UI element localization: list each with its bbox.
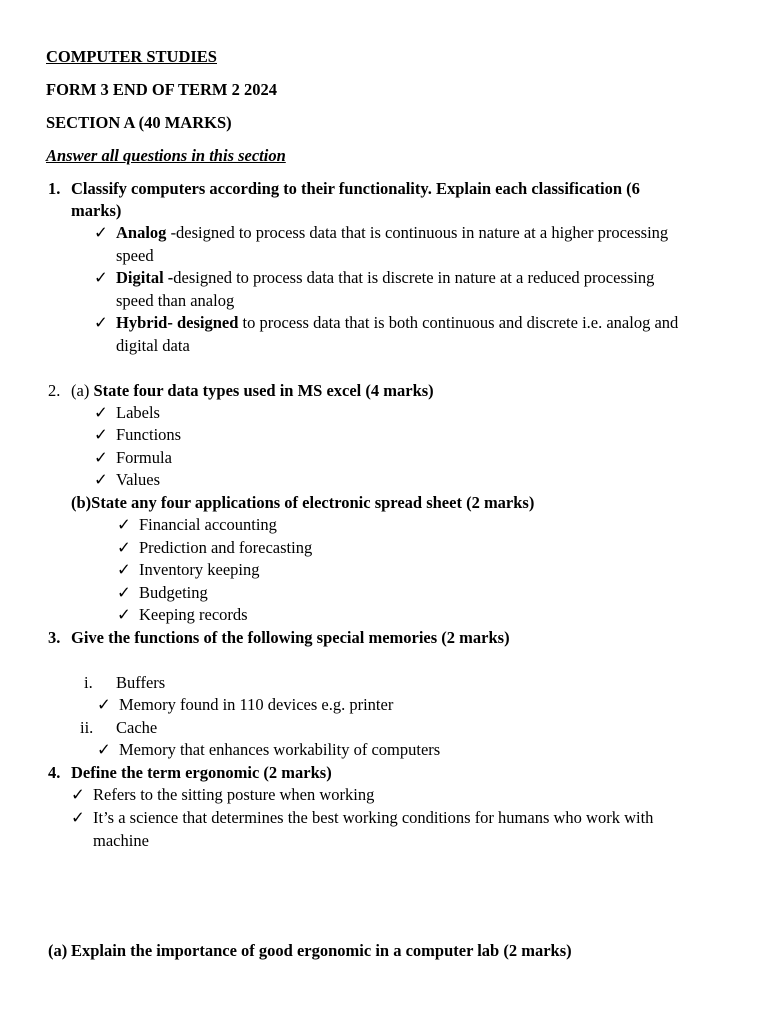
answer-text: Memory that enhances workability of computers <box>119 740 441 759</box>
checkmark-icon: ✓ <box>117 583 131 602</box>
answer-text: designed to process data that is discrete in nature at a reduced processing <box>173 268 655 287</box>
answer-term: Analog <box>116 223 171 242</box>
question-text: Define the term ergonomic (2 marks) <box>71 763 332 782</box>
checkmark-icon: ✓ <box>94 313 108 332</box>
roman-numeral: ii. <box>80 718 94 737</box>
memory-name: Cache <box>116 718 158 737</box>
answer-text-continued: speed than analog <box>116 291 235 310</box>
subject-title: COMPUTER STUDIES <box>46 47 217 66</box>
checkmark-icon: ✓ <box>71 808 85 827</box>
answer-text: -designed to process data that is continuous in nature at a higher processing <box>170 223 669 242</box>
answer-text-continued: speed <box>116 246 154 265</box>
question-text-continued: marks) <box>71 201 122 220</box>
question-text: State four data types used in MS excel (4 marks) <box>93 381 434 400</box>
question-text: Classify computers according to their functionality. Explain each classification (6 <box>71 179 640 198</box>
question-part-b <box>71 492 534 515</box>
answer-text: It’s a science that determines the best working conditions for humans who work with <box>93 808 654 827</box>
list-item: Functions <box>116 425 182 444</box>
answer-line <box>116 312 678 335</box>
question-text: State any four applications of electronic spread sheet (2 marks) <box>91 493 535 512</box>
checkmark-icon: ✓ <box>94 448 108 467</box>
exam-title: FORM 3 END OF TERM 2 2024 <box>46 80 277 99</box>
answer-term: Hybrid- designed <box>116 313 239 332</box>
checkmark-icon: ✓ <box>117 605 131 624</box>
question-number: 1. <box>48 179 61 198</box>
checkmark-icon: ✓ <box>94 268 108 287</box>
list-item: Prediction and forecasting <box>139 538 313 557</box>
checkmark-icon: ✓ <box>97 695 111 714</box>
checkmark-icon: ✓ <box>117 538 131 557</box>
answer-text: Refers to the sitting posture when working <box>93 785 375 804</box>
question-part-a <box>71 380 434 403</box>
question-number: 4. <box>48 763 61 782</box>
checkmark-icon: ✓ <box>97 740 111 759</box>
part-label: (a) <box>71 381 94 400</box>
checkmark-icon: ✓ <box>117 515 131 534</box>
answer-line <box>116 267 654 290</box>
list-item: Budgeting <box>139 583 208 602</box>
roman-numeral: i. <box>84 673 93 692</box>
memory-name: Buffers <box>116 673 166 692</box>
list-item: Inventory keeping <box>139 560 260 579</box>
checkmark-icon: ✓ <box>94 403 108 422</box>
checkmark-icon: ✓ <box>71 785 85 804</box>
answer-text: to process data that is both continuous and discrete i.e. analog and <box>238 313 679 332</box>
question-part-label: (a) <box>48 941 68 960</box>
answer-term: Digital - <box>116 268 174 287</box>
checkmark-icon: ✓ <box>94 223 108 242</box>
checkmark-icon: ✓ <box>94 470 108 489</box>
list-item: Values <box>116 470 160 489</box>
list-item: Formula <box>116 448 172 467</box>
list-item: Financial accounting <box>139 515 277 534</box>
list-item: Labels <box>116 403 160 422</box>
question-number: 2. <box>48 381 61 400</box>
list-item: Keeping records <box>139 605 248 624</box>
instruction-text: Answer all questions in this section <box>46 146 286 165</box>
answer-text: Memory found in 110 devices e.g. printer <box>119 695 394 714</box>
checkmark-icon: ✓ <box>94 425 108 444</box>
question-text: Explain the importance of good ergonomic in a computer lab (2 marks) <box>71 941 572 960</box>
answer-text-continued: digital data <box>116 336 190 355</box>
question-number: 3. <box>48 628 61 647</box>
checkmark-icon: ✓ <box>117 560 131 579</box>
question-text: Give the functions of the following special memories (2 marks) <box>71 628 510 647</box>
section-title: SECTION A (40 MARKS) <box>46 113 232 132</box>
part-label: (b) <box>71 493 92 512</box>
answer-line <box>116 222 668 245</box>
answer-text-continued: machine <box>93 831 149 850</box>
